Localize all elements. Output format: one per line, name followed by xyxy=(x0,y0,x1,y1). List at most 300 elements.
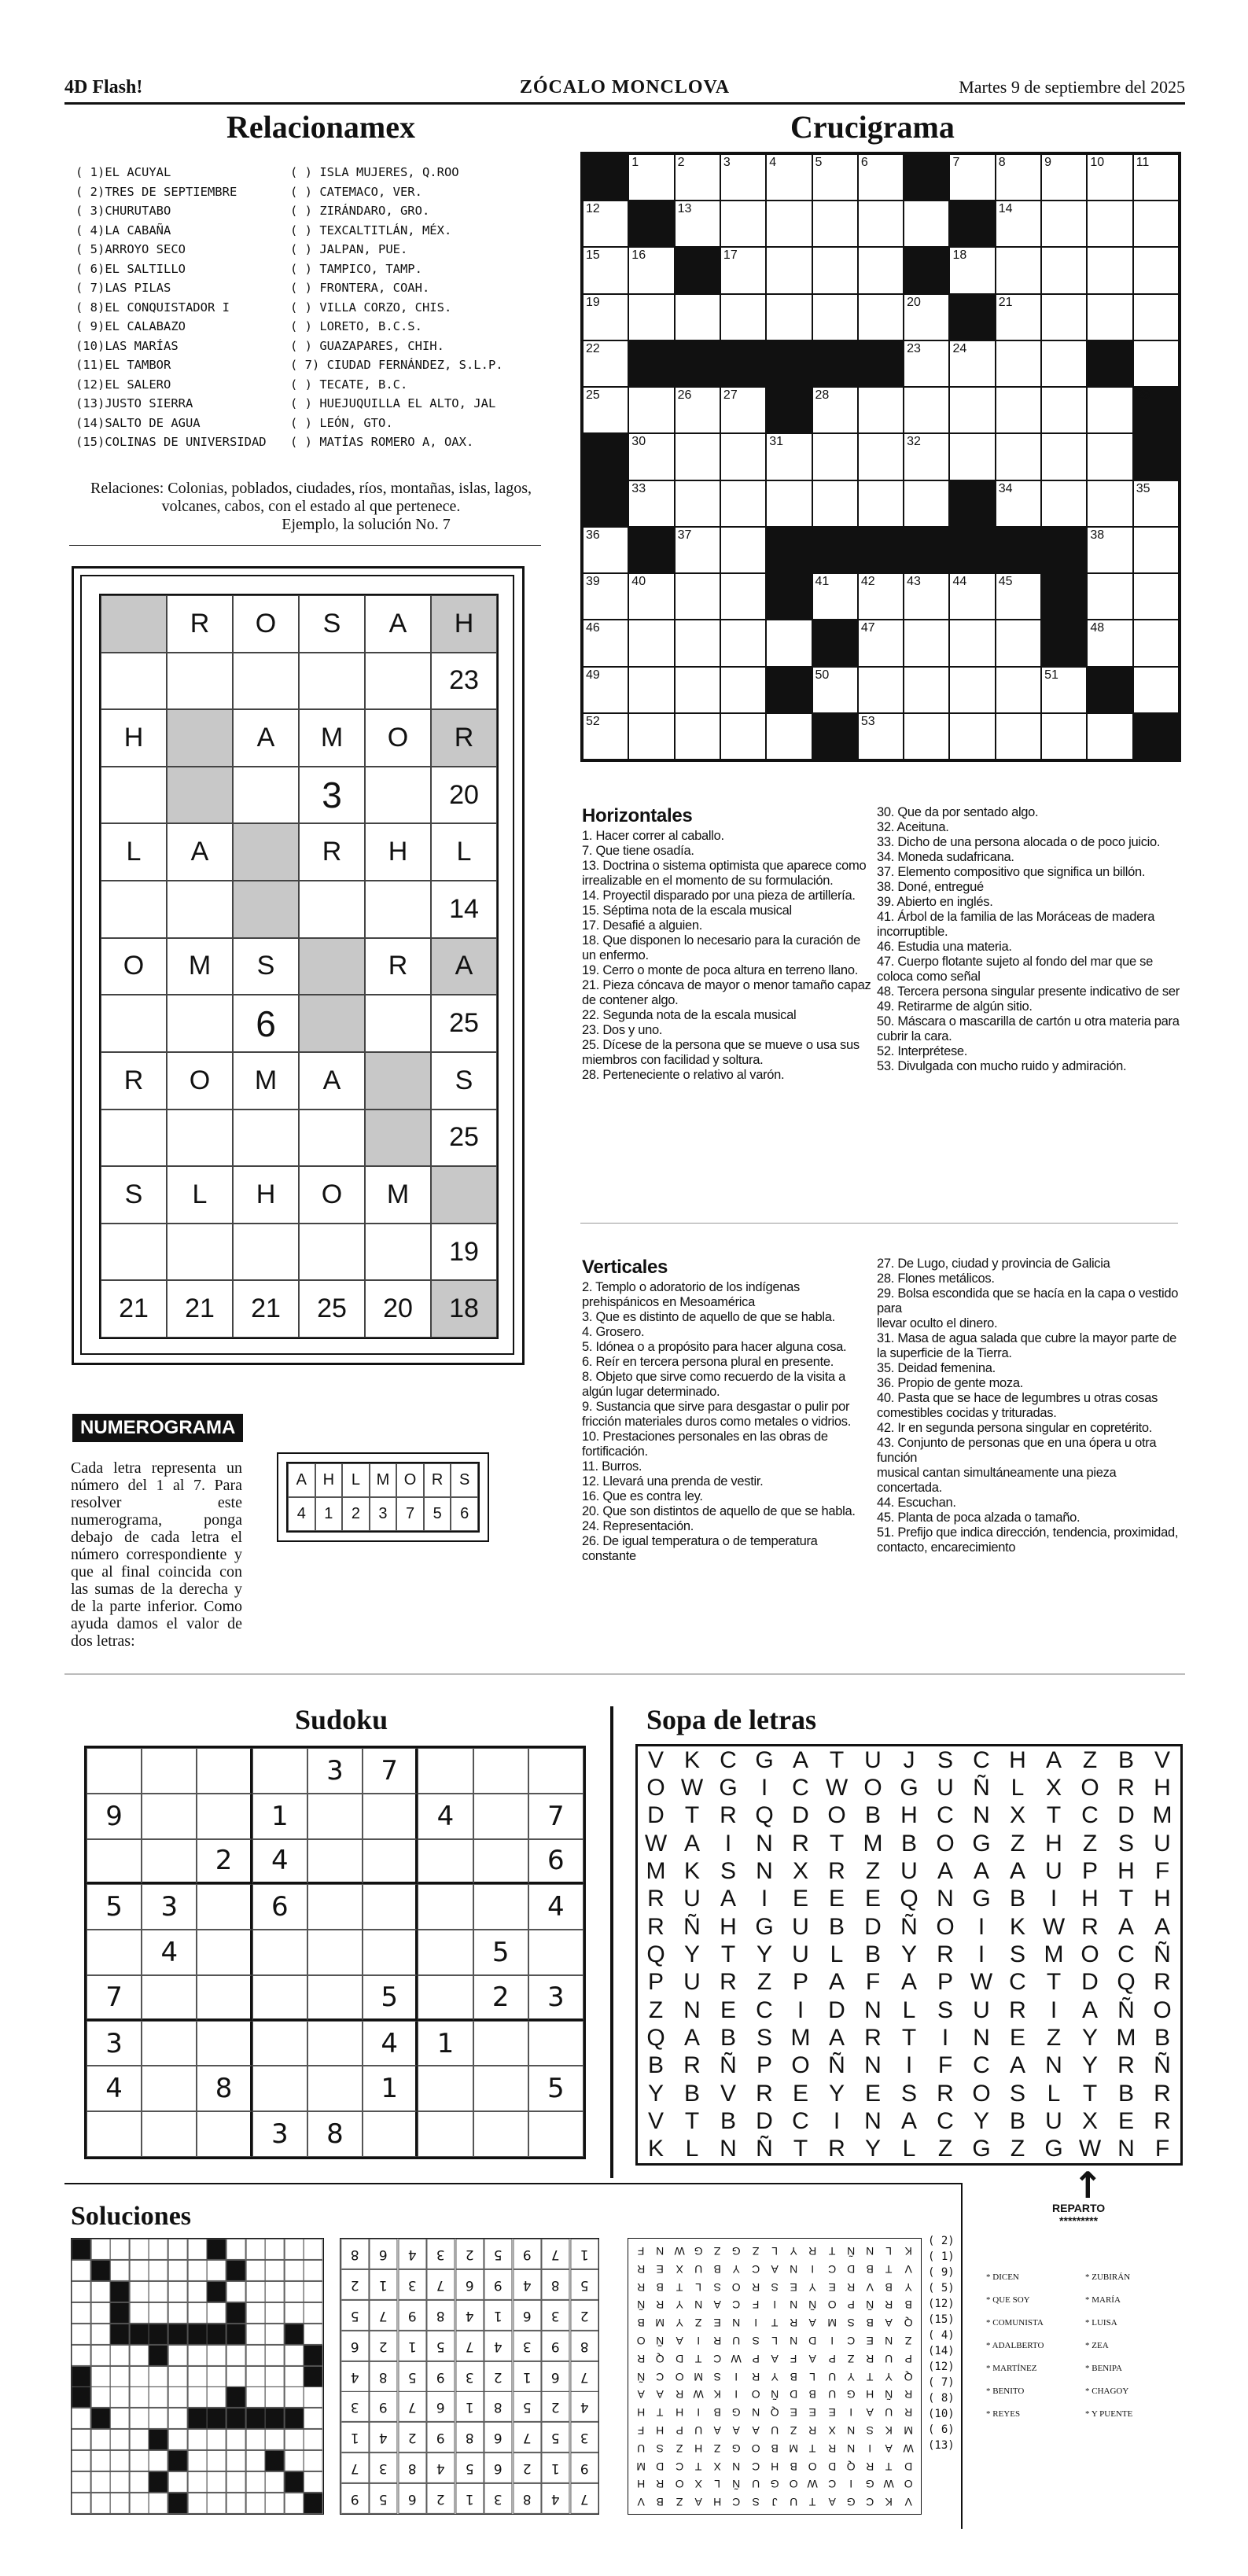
solution-letter: Z xyxy=(713,2244,721,2258)
solution-cell xyxy=(72,2324,91,2345)
relacionamex-place: (15)COLINAS DE UNIVERSIDAD xyxy=(75,435,267,449)
numerograma-cell: 6 xyxy=(233,995,299,1052)
solution-cell xyxy=(130,2429,149,2450)
letter-cell: A xyxy=(792,1746,808,1773)
crossword-cell xyxy=(949,201,995,247)
solution-letter: N xyxy=(866,2244,874,2258)
letter-cell: I xyxy=(760,1886,768,1912)
clue-number: 46 xyxy=(586,621,600,635)
solution-letter: R xyxy=(656,2298,664,2311)
clue-item: 14. Proyectil disparado por una pieza de artillería. xyxy=(582,889,856,903)
letter-cell: C xyxy=(937,1802,954,1829)
clues-vertical-cont xyxy=(877,1257,1180,1555)
letter-cell: I xyxy=(941,2024,949,2051)
solution-cell: 4 xyxy=(570,2391,598,2422)
clue-number: 26 xyxy=(677,388,692,403)
crossword-cell xyxy=(949,247,995,293)
clue-item: 34. Moneda sudafricana. xyxy=(877,850,1014,864)
numerograma-cell xyxy=(233,881,299,938)
crossword-cell xyxy=(675,573,720,620)
letter-cell: A xyxy=(720,1886,736,1912)
clue-number: 24 xyxy=(952,341,967,355)
clue-item: llevar oculto el dinero. xyxy=(877,1316,998,1330)
crossword-cell xyxy=(1041,387,1087,433)
solution-cell xyxy=(91,2239,111,2260)
letter-cell: U xyxy=(1154,1830,1171,1857)
clue-item: 9. Sustancia que sirve para desgastar o pulir por fricción materiales duros como metales o vidrios. xyxy=(582,1400,852,1429)
sudoku-cell: 7 xyxy=(528,1794,584,1839)
solution-number: (12) xyxy=(928,2361,955,2373)
solution-cell xyxy=(246,2408,266,2429)
relacionamex-state: ( ) FRONTERA, COAH. xyxy=(290,281,430,295)
solution-letter: D xyxy=(675,2352,683,2365)
letter-cell: E xyxy=(1009,2024,1025,2051)
crossword-cell xyxy=(583,480,628,527)
sudoku-cell xyxy=(197,1975,252,2021)
letter-cell: E xyxy=(792,1886,808,1912)
sudoku-cell xyxy=(307,1975,363,2021)
solution-letter: T xyxy=(885,2460,893,2472)
letter-cell: E xyxy=(864,1886,881,1912)
sudoku-cell xyxy=(473,2021,528,2066)
letter-cell: C xyxy=(792,1774,809,1801)
sudoku-cell: 3 xyxy=(528,1975,584,2021)
solution-cell xyxy=(72,2493,91,2514)
letter-cell: Ñ xyxy=(900,1913,918,1940)
sudoku-cell xyxy=(473,1839,528,1885)
crossword-cell xyxy=(675,480,720,527)
solution-cell xyxy=(207,2302,226,2324)
solution-letter: Ñ xyxy=(808,2298,817,2311)
solution-cell xyxy=(285,2260,304,2281)
crossword-cell xyxy=(812,154,858,201)
letter-cell: R xyxy=(647,1886,664,1912)
relacionamex-place: ( 1)EL ACUYAL xyxy=(75,165,171,179)
sudoku-cell: 1 xyxy=(363,2066,418,2111)
letter-cell: N xyxy=(756,1830,773,1857)
crossword-cell xyxy=(583,201,628,247)
solution-cell xyxy=(130,2260,149,2281)
solution-letter: M xyxy=(655,2316,665,2329)
clue-item: 35. Deidad femenina. xyxy=(877,1361,996,1375)
solution-letter: B xyxy=(656,2280,664,2293)
solution-cell: 3 xyxy=(570,2422,598,2453)
crossword-cell xyxy=(904,201,949,247)
solution-cell xyxy=(72,2450,91,2471)
crossword-cell xyxy=(1133,433,1179,480)
letter-cell: G xyxy=(1044,2136,1063,2162)
solution-cell xyxy=(207,2366,226,2387)
sudoku-cell: 5 xyxy=(87,1884,142,1930)
clue-item: 45. Planta de poca alzada o tamaño. xyxy=(877,1511,1080,1525)
solution-cell xyxy=(246,2324,266,2345)
crossword-cell xyxy=(858,247,904,293)
clue-item: 8. Objeto que sirve como recuerdo de la visita a algún lugar determinado. xyxy=(582,1370,846,1399)
clue-item: 17. Desafié a alguien. xyxy=(582,918,703,933)
letter-cell: S xyxy=(900,2080,917,2107)
letter-cell: A xyxy=(828,1969,845,1996)
solution-letter: B xyxy=(656,2495,664,2508)
sudoku-cell: 7 xyxy=(363,1748,418,1794)
crossword-cell xyxy=(1041,667,1087,713)
solution-cell xyxy=(110,2450,130,2471)
solution-letter: B xyxy=(866,2262,874,2276)
solution-cell xyxy=(149,2408,168,2429)
solution-letter: H xyxy=(770,2460,779,2472)
letter-cell: I xyxy=(1050,1886,1058,1912)
crossword-cell xyxy=(766,387,812,433)
solution-cell xyxy=(149,2471,168,2493)
solution-letter: U xyxy=(751,2477,760,2490)
solution-cell: 3 xyxy=(398,2269,426,2300)
solution-letter: V xyxy=(904,2495,912,2508)
letter-cell: U xyxy=(937,1774,954,1801)
solution-cell xyxy=(168,2324,188,2345)
crossword-cell xyxy=(1133,247,1179,293)
solution-letter: Z xyxy=(847,2352,855,2365)
solution-cell xyxy=(149,2366,168,2387)
solution-letter: L xyxy=(771,2244,778,2258)
letter-cell: Ñ xyxy=(720,2052,737,2079)
solution-letter: C xyxy=(713,2352,722,2365)
crossword-cell xyxy=(812,340,858,387)
solution-letter: Ñ xyxy=(885,2387,893,2401)
solution-letter: R xyxy=(866,2460,874,2472)
numerograma-cell: 20 xyxy=(365,1280,431,1338)
solution-letter: A xyxy=(752,2423,760,2437)
solution-letter: J xyxy=(771,2495,778,2508)
solution-cell xyxy=(207,2471,226,2493)
solution-letter: B xyxy=(713,2405,721,2419)
crossword-cell xyxy=(996,433,1041,480)
crossword-cell xyxy=(766,340,812,387)
solution-letter: R xyxy=(751,2370,760,2383)
clue-number: 45 xyxy=(998,575,1013,589)
clue-item: 33. Dicho de una persona alocada o de poco juicio. xyxy=(877,835,1161,849)
clue-number: 3 xyxy=(723,156,731,169)
solution-cell: 5 xyxy=(513,2391,541,2422)
sudoku-cell: 8 xyxy=(307,2111,363,2157)
clue-number: 31 xyxy=(769,435,784,449)
sudoku-cell xyxy=(87,1839,142,1885)
solution-letter: D xyxy=(790,2387,798,2401)
page-header xyxy=(64,77,1185,105)
letter-cell: S xyxy=(1117,1830,1134,1857)
letter-cell: D xyxy=(792,1802,809,1829)
crossword-cell xyxy=(1087,340,1132,387)
solution-cell xyxy=(110,2324,130,2345)
solution-cell xyxy=(304,2450,323,2471)
clue-item: 19. Cerro o monte de poca altura en terreno llano. xyxy=(582,963,858,977)
solution-letter: U xyxy=(790,2495,798,2508)
solution-cell xyxy=(226,2429,246,2450)
column-rule xyxy=(610,1706,613,2178)
numerograma-cell xyxy=(101,995,167,1052)
solution-cell xyxy=(110,2260,130,2281)
word-item: * ZUBIRÁN xyxy=(1085,2272,1131,2282)
letter-cell: B xyxy=(1009,2107,1025,2134)
solution-cell xyxy=(91,2260,111,2281)
solution-cell: 2 xyxy=(484,2361,512,2392)
sopa-title: Sopa de letras xyxy=(646,1704,816,1735)
letter-cell: Ñ xyxy=(828,2052,845,2079)
crossword-cell xyxy=(1041,294,1087,340)
numerograma-cell: L xyxy=(167,1166,233,1224)
numerograma-cell xyxy=(233,1110,299,1167)
crossword-cell xyxy=(628,154,674,201)
crossword-cell xyxy=(812,201,858,247)
crossword-cell xyxy=(675,620,720,666)
solution-letter: A xyxy=(656,2387,664,2401)
solution-cell xyxy=(149,2239,168,2260)
solution-cell xyxy=(304,2239,323,2260)
relacionamex-instructions: Relaciones: Colonias, poblados, ciudades, ríos, montañas, islas, lagos, volcanes, cabos, con el estado al que pertenece. xyxy=(90,480,532,515)
letter-cell: S xyxy=(756,2024,772,2051)
solution-letter: G xyxy=(732,2405,741,2419)
solution-cell xyxy=(149,2493,168,2514)
letter-cell: L xyxy=(902,1996,916,2023)
clue-item: 52. Interprétese. xyxy=(877,1044,968,1058)
solution-cell xyxy=(168,2408,188,2429)
crossword-cell xyxy=(812,713,858,760)
relacionamex-place: ( 7)LAS PILAS xyxy=(75,281,171,295)
letter-cell: N xyxy=(973,2024,990,2051)
solution-letter: Z xyxy=(676,2495,683,2508)
letter-cell: C xyxy=(1117,1941,1135,1967)
solution-cell xyxy=(265,2324,285,2345)
solution-cell xyxy=(188,2345,208,2366)
verticales-heading: Verticales xyxy=(582,1257,668,1278)
solution-cell xyxy=(226,2493,246,2514)
letter-cell: R xyxy=(720,1969,737,1996)
numerograma-cell: A xyxy=(365,595,431,653)
crossword-cell xyxy=(675,247,720,293)
letter-cell: R xyxy=(1154,1969,1171,1996)
solution-letter: E xyxy=(808,2405,817,2419)
solution-cell xyxy=(91,2345,111,2366)
crossword-cell xyxy=(720,201,766,247)
relacionamex-state: ( ) ISLA MUJERES, Q.ROO xyxy=(290,165,459,179)
solution-cell: 3 xyxy=(513,2331,541,2361)
crossword-cell xyxy=(583,154,628,201)
solution-cell: 8 xyxy=(426,2300,455,2331)
solution-letter: Ñ xyxy=(656,2334,664,2347)
solution-cell xyxy=(285,2324,304,2345)
numerograma-cell xyxy=(167,1110,233,1167)
crossword-cell xyxy=(949,573,995,620)
letter-cell: I xyxy=(1050,1996,1058,2023)
solution-letter: A xyxy=(694,2495,702,2508)
crossword-cell xyxy=(766,247,812,293)
solution-cell xyxy=(188,2386,208,2408)
letter-cell: R xyxy=(1154,2107,1171,2134)
solution-letter: S xyxy=(713,2370,721,2383)
relacionamex-place: (13)JUSTO SIERRA xyxy=(75,396,193,410)
solution-letter: G xyxy=(732,2244,741,2258)
crossword-cell xyxy=(858,527,904,573)
solution-letter: R xyxy=(904,2405,912,2419)
crossword-cell xyxy=(720,433,766,480)
letter-cell: B xyxy=(900,1830,917,1857)
solution-cell: 9 xyxy=(426,2361,455,2392)
crossword-cell xyxy=(720,667,766,713)
solution-cell: 2 xyxy=(369,2331,397,2361)
clue-item: musical cantan simultáneamente una pieza concertada. xyxy=(877,1466,1117,1495)
letter-cell: G xyxy=(755,1913,774,1940)
solution-cell: 2 xyxy=(341,2269,369,2300)
crossword-cell xyxy=(812,527,858,573)
letter-cell: S xyxy=(937,1746,953,1773)
solution-letter: D xyxy=(847,2262,856,2276)
solution-cell xyxy=(91,2408,111,2429)
letter-cell: D xyxy=(1117,1802,1135,1829)
clue-number: 34 xyxy=(998,481,1013,495)
word-item: * BENIPA xyxy=(1085,2364,1122,2373)
sudoku-cell xyxy=(528,2021,584,2066)
solution-cell xyxy=(265,2366,285,2387)
solution-cell xyxy=(246,2239,266,2260)
crossword-cell xyxy=(996,573,1041,620)
relacionamex-place: (14)SALTO DE AGUA xyxy=(75,415,201,430)
crossword-cell xyxy=(904,247,949,293)
solution-cell xyxy=(149,2345,168,2366)
solution-cell: 9 xyxy=(484,2269,512,2300)
crossword-cell xyxy=(675,667,720,713)
numerograma-cell: 21 xyxy=(167,1280,233,1338)
solution-cell: 1 xyxy=(369,2269,397,2300)
solution-letter: M xyxy=(694,2370,703,2383)
sudoku-grid xyxy=(84,1746,586,2159)
clue-number: 21 xyxy=(998,295,1013,309)
crossword-cell xyxy=(1087,573,1132,620)
sudoku-cell xyxy=(473,2066,528,2111)
clue-number: 9 xyxy=(1044,156,1051,169)
solution-letter: O xyxy=(732,2280,741,2293)
letter-cell: Y xyxy=(828,2080,845,2107)
sudoku-cell xyxy=(418,1884,473,1930)
solution-letter: A xyxy=(713,2423,721,2437)
solution-letter: G xyxy=(732,2442,741,2455)
crossword-cell xyxy=(583,433,628,480)
crossword-cell xyxy=(904,713,949,760)
solution-letter: E xyxy=(790,2405,797,2419)
letter-cell: Y xyxy=(1081,2052,1098,2079)
solution-cell xyxy=(149,2302,168,2324)
crossword-cell xyxy=(812,480,858,527)
letter-cell: Y xyxy=(683,1941,700,1967)
clue-number: 7 xyxy=(952,156,960,169)
solution-letter: C xyxy=(732,2298,741,2311)
crossword-cell xyxy=(812,667,858,713)
letter-cell: G xyxy=(972,2136,991,2162)
solution-cell xyxy=(207,2324,226,2345)
letter-cell: L xyxy=(902,2136,916,2162)
letter-cell: Z xyxy=(648,1996,664,2023)
sudoku-cell xyxy=(87,2111,142,2157)
solution-cell xyxy=(226,2408,246,2429)
numerograma-cell xyxy=(167,1224,233,1281)
letter-cell: B xyxy=(864,1802,881,1829)
crossword-cell xyxy=(628,340,674,387)
crossword-cell xyxy=(858,667,904,713)
solution-cell xyxy=(207,2281,226,2302)
clues-vertical xyxy=(582,1257,873,1564)
solution-letter: P xyxy=(828,2352,836,2365)
sudoku-cell xyxy=(142,2111,197,2157)
numerograma-cell: O xyxy=(299,1166,365,1224)
letter-cell: C xyxy=(973,1746,990,1773)
letter-cell: L xyxy=(685,2136,699,2162)
crossword-cell xyxy=(812,573,858,620)
relacionamex-place: ( 2)TRES DE SEPTIEMBRE xyxy=(75,184,237,199)
letter-cell: N xyxy=(1117,2136,1135,2162)
crossword-cell xyxy=(996,387,1041,433)
crossword-cell xyxy=(904,527,949,573)
relacionamex-state: ( 7) CIUDAD FERNÁNDEZ, S.L.P. xyxy=(290,358,503,372)
clue-item: 36. Propio de gente moza. xyxy=(877,1376,1024,1390)
solution-cell xyxy=(110,2281,130,2302)
letter-cell: D xyxy=(828,1996,845,2023)
solution-letter: S xyxy=(752,2334,760,2347)
letter-cell: A xyxy=(1045,1746,1062,1773)
solution-letter: X xyxy=(694,2477,702,2490)
solution-letter: M xyxy=(826,2316,837,2329)
solution-letter: Q xyxy=(904,2316,913,2329)
numerograma-cell: A xyxy=(167,823,233,881)
solution-cell: 1 xyxy=(398,2331,426,2361)
solution-cell xyxy=(130,2408,149,2429)
solution-letter: V xyxy=(637,2495,645,2508)
solution-letter: I xyxy=(773,2298,776,2311)
solution-cell xyxy=(265,2450,285,2471)
letter-cell: K xyxy=(647,2136,664,2162)
sudoku-cell xyxy=(142,2066,197,2111)
crossword-cell xyxy=(949,294,995,340)
solution-letter: H xyxy=(656,2423,664,2437)
solution-letter: Y xyxy=(771,2370,779,2383)
crossword-cell xyxy=(766,480,812,527)
letter-cell: N xyxy=(720,2136,737,2162)
letter-cell: T xyxy=(901,2024,917,2051)
letter-cell: T xyxy=(684,1802,700,1829)
sudoku-cell xyxy=(363,1839,418,1885)
crossword-cell xyxy=(766,667,812,713)
numerograma-cell: 21 xyxy=(233,1280,299,1338)
solution-letter: C xyxy=(751,2262,760,2276)
solution-letter: Y xyxy=(904,2280,912,2293)
solution-number: (12) xyxy=(928,2298,955,2310)
letter-cell: Ñ xyxy=(756,2136,773,2162)
letter-cell: I xyxy=(724,1830,732,1857)
clue-item: 29. Bolsa escondida que se hacía en la capa o vestido para xyxy=(877,1286,1179,1316)
solution-letter: Ñ xyxy=(770,2387,779,2401)
solution-letter: E xyxy=(713,2316,721,2329)
clue-item: 7. Que tiene osadía. xyxy=(582,844,694,858)
solution-cell: 1 xyxy=(341,2422,369,2453)
numerograma-cell xyxy=(365,1224,431,1281)
solution-cell xyxy=(110,2366,130,2387)
sudoku-cell xyxy=(418,1748,473,1794)
numerograma-cell xyxy=(101,1110,167,1167)
solution-cell xyxy=(91,2471,111,2493)
solution-cell: 8 xyxy=(570,2331,598,2361)
solution-letter: C xyxy=(827,2262,836,2276)
solution-letter: I xyxy=(696,2405,700,2419)
solution-number: ( 2) xyxy=(928,2235,955,2247)
letter-cell: P xyxy=(647,1969,664,1996)
crossword-cell xyxy=(675,340,720,387)
solution-letter: G xyxy=(846,2387,856,2401)
